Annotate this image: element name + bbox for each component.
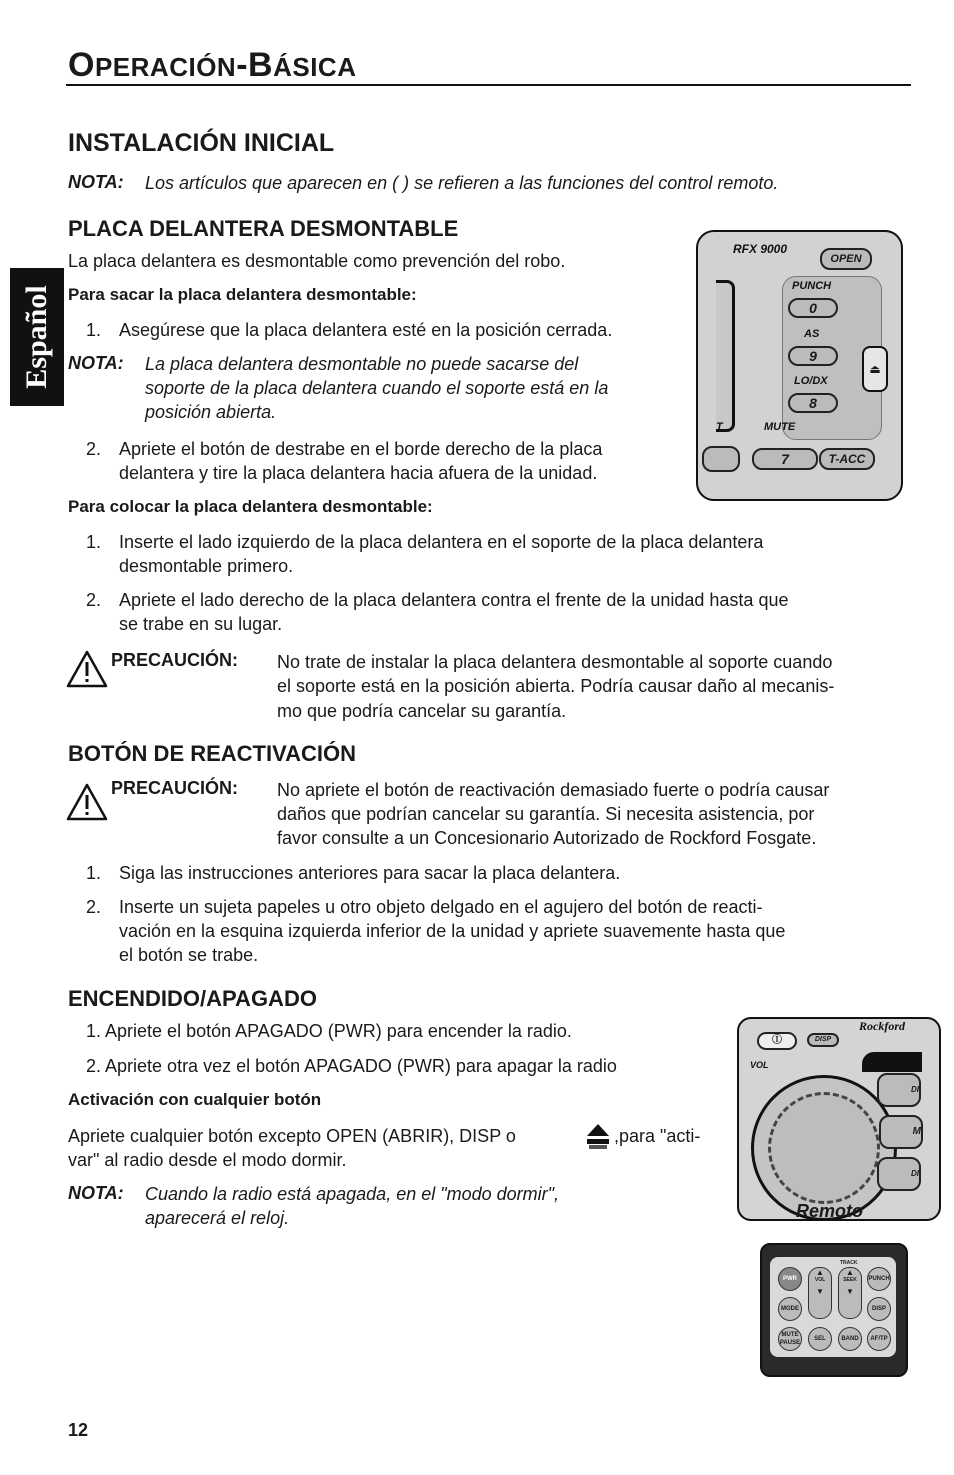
page-number: 12 bbox=[68, 1420, 89, 1440]
remove-step-2-line1: Apriete el botón de destrabe en el borde derecho de la placa bbox=[119, 439, 603, 459]
remote-figure bbox=[760, 1243, 908, 1355]
reset-heading: BOTÓN DE REACTIVACIÓN bbox=[68, 741, 357, 766]
any-button-line1a: Apriete cualquier botón excepto OPEN (ABRIR), DISP o bbox=[68, 1126, 516, 1146]
attach-step-2-num: 2. bbox=[86, 590, 102, 610]
di-bottom-button[interactable]: DI bbox=[877, 1157, 921, 1191]
vol-label: VOL bbox=[750, 1060, 769, 1070]
punch-button[interactable]: PUNCH bbox=[867, 1267, 891, 1291]
reset-step-2-line1: Inserte un sujeta papeles u otro objeto delgado en el agujero del botón de reacti- bbox=[119, 897, 763, 917]
reset-step-2-line2: vación en la esquina izquierda inferior de la unidad y apriete suavemente hasta que bbox=[119, 921, 786, 941]
caution-label: PRECAUCIÓN: bbox=[111, 650, 239, 670]
caution-line2: el soporte está en la posición abierta. Podría causar daño al mecanis- bbox=[277, 676, 835, 696]
volume-knob[interactable] bbox=[751, 1075, 897, 1221]
model-label: RFX 9000 bbox=[733, 242, 788, 256]
install-nota-label: NOTA: bbox=[68, 172, 124, 192]
punch-label: PUNCH bbox=[792, 280, 832, 292]
language-tab-label: Español bbox=[20, 285, 53, 389]
faceplate-figure bbox=[716, 230, 901, 499]
brand-logo: Rockford bbox=[859, 1019, 905, 1033]
release-button[interactable] bbox=[862, 346, 888, 392]
seek-rocker[interactable] bbox=[838, 1267, 862, 1319]
remote-caption: Remoto bbox=[796, 1201, 863, 1221]
disp-button[interactable]: DISP bbox=[807, 1033, 839, 1047]
preset-0-button[interactable]: 0 bbox=[788, 298, 838, 318]
any-button-line2: var" al radio desde el modo dormir. bbox=[68, 1150, 347, 1170]
m-button[interactable]: M bbox=[879, 1115, 923, 1149]
language-tab bbox=[10, 268, 64, 406]
faceplate-nota-line2: soporte de la placa delantera cuando el soporte está en la bbox=[145, 378, 609, 398]
di-top-button[interactable]: DI bbox=[877, 1073, 921, 1107]
faceplate-nota-line3: posición abierta. bbox=[145, 402, 277, 422]
faceplate-intro: La placa delantera es desmontable como prevención del robo. bbox=[68, 251, 566, 271]
attach-step-1-num: 1. bbox=[86, 532, 102, 552]
vol-rocker[interactable] bbox=[808, 1267, 832, 1319]
as-label: AS bbox=[804, 328, 820, 340]
faceplate-heading: PLACA DELANTERA DESMONTABLE bbox=[68, 216, 459, 241]
warning-icon bbox=[66, 783, 108, 821]
reset-step-1-num: 1. bbox=[86, 863, 102, 883]
left-button[interactable] bbox=[702, 446, 740, 472]
track-label: TRACK bbox=[840, 1260, 858, 1266]
attach-step-2-line1: Apriete el lado derecho de la placa delantera contra el frente de la unidad hasta que bbox=[119, 590, 789, 610]
faceplate-nota-line1: La placa delantera desmontable no puede sacarse del bbox=[145, 354, 579, 374]
remove-step-2-num: 2. bbox=[86, 439, 102, 459]
install-heading: INSTALACIÓN INICIAL bbox=[68, 129, 335, 157]
remove-step-1: Asegúrese que la placa delantera esté en la posición cerrada. bbox=[119, 320, 613, 340]
page-title: OPERACIÓN-BÁSICA bbox=[68, 46, 357, 84]
preset-7-button[interactable]: 7 bbox=[752, 448, 818, 470]
mute-label: MUTE bbox=[764, 421, 796, 433]
vol-up-icon: ▲ bbox=[816, 1268, 824, 1277]
caution-line1: No trate de instalar la placa delantera desmontable al soporte cuando bbox=[277, 652, 833, 672]
reset-caution-line2: daños que podrían cancelar su garantía. Si necesita asistencia, por bbox=[277, 804, 815, 824]
open-button[interactable]: OPEN bbox=[820, 248, 872, 270]
title-rule bbox=[66, 84, 911, 86]
attach-step-2-line2: se trabe en su lugar. bbox=[119, 614, 283, 634]
reset-step-1: Siga las instrucciones anteriores para sacar la placa delantera. bbox=[119, 863, 621, 883]
tacc-button[interactable]: T-ACC bbox=[819, 448, 875, 470]
vol-down-icon: ▼ bbox=[816, 1287, 824, 1296]
seek-down-icon: ▼ bbox=[846, 1287, 854, 1296]
eject-icon: ⏏ bbox=[869, 362, 881, 376]
reset-caution-line3: favor consulte a un Concesionario Autorizado de Rockford Fosgate. bbox=[277, 828, 817, 848]
aftp-button[interactable]: AF/TP bbox=[867, 1327, 891, 1351]
disp-button[interactable]: DISP bbox=[867, 1297, 891, 1321]
power-nota-line1: Cuando la radio está apagada, en el "modo dormir", bbox=[145, 1184, 560, 1204]
t-label: T bbox=[716, 421, 723, 433]
power-nota-line2: aparecerá el reloj. bbox=[145, 1208, 290, 1228]
attach-title: Para colocar la placa delantera desmontable: bbox=[68, 497, 433, 516]
reset-step-2-num: 2. bbox=[86, 897, 102, 917]
head-unit-figure bbox=[737, 1017, 921, 1191]
remove-title: Para sacar la placa delantera desmontable: bbox=[68, 285, 417, 304]
faceplate-nota-label: NOTA: bbox=[68, 353, 124, 373]
sel-button[interactable]: SEL bbox=[808, 1327, 832, 1351]
any-button-title: Activación con cualquier botón bbox=[68, 1090, 322, 1109]
mute-button[interactable]: MUTE PAUSE bbox=[778, 1327, 802, 1351]
preset-8-button[interactable]: 8 bbox=[788, 393, 838, 413]
remove-step-1-num: 1. bbox=[86, 320, 102, 340]
any-button-line1b: ,para "acti- bbox=[614, 1126, 701, 1146]
preset-9-button[interactable]: 9 bbox=[788, 346, 838, 366]
power-step-1: 1. Apriete el botón APAGADO (PWR) para encender la radio. bbox=[86, 1021, 572, 1041]
band-button[interactable]: BAND bbox=[838, 1327, 862, 1351]
seek-label: SEEK bbox=[843, 1277, 857, 1283]
eject-icon bbox=[586, 1122, 610, 1155]
power-step-2: 2. Apriete otra vez el botón APAGADO (PWR) para apagar la radio bbox=[86, 1056, 617, 1076]
caution-line3: mo que podría cancelar su garantía. bbox=[277, 701, 567, 721]
install-nota-text: Los artículos que aparecen en ( ) se refieren a las funciones del control remoto. bbox=[145, 173, 779, 193]
reset-caution-line1: No apriete el botón de reactivación demasiado fuerte o podría causar bbox=[277, 780, 830, 800]
attach-step-1-line1: Inserte el lado izquierdo de la placa delantera en el soporte de la placa delantera bbox=[119, 532, 764, 552]
lodx-label: LO/DX bbox=[794, 375, 828, 387]
remove-step-2-line2: delantera y tire la placa delantera hacia afuera de la unidad. bbox=[119, 463, 598, 483]
attach-step-1-line2: desmontable primero. bbox=[119, 556, 294, 576]
reset-step-2-line3: el botón se trabe. bbox=[119, 945, 259, 965]
seek-up-icon: ▲ bbox=[846, 1268, 854, 1277]
pwr-button[interactable]: PWR bbox=[778, 1267, 802, 1291]
warning-icon bbox=[66, 650, 108, 688]
reset-caution-label: PRECAUCIÓN: bbox=[111, 778, 239, 798]
power-heading: ENCENDIDO/APAGADO bbox=[68, 986, 317, 1011]
vol-label: VOL bbox=[814, 1277, 826, 1283]
power-button[interactable]: Ⓘ bbox=[757, 1032, 797, 1050]
power-nota-label: NOTA: bbox=[68, 1183, 124, 1203]
mode-button[interactable]: MODE bbox=[778, 1297, 802, 1321]
